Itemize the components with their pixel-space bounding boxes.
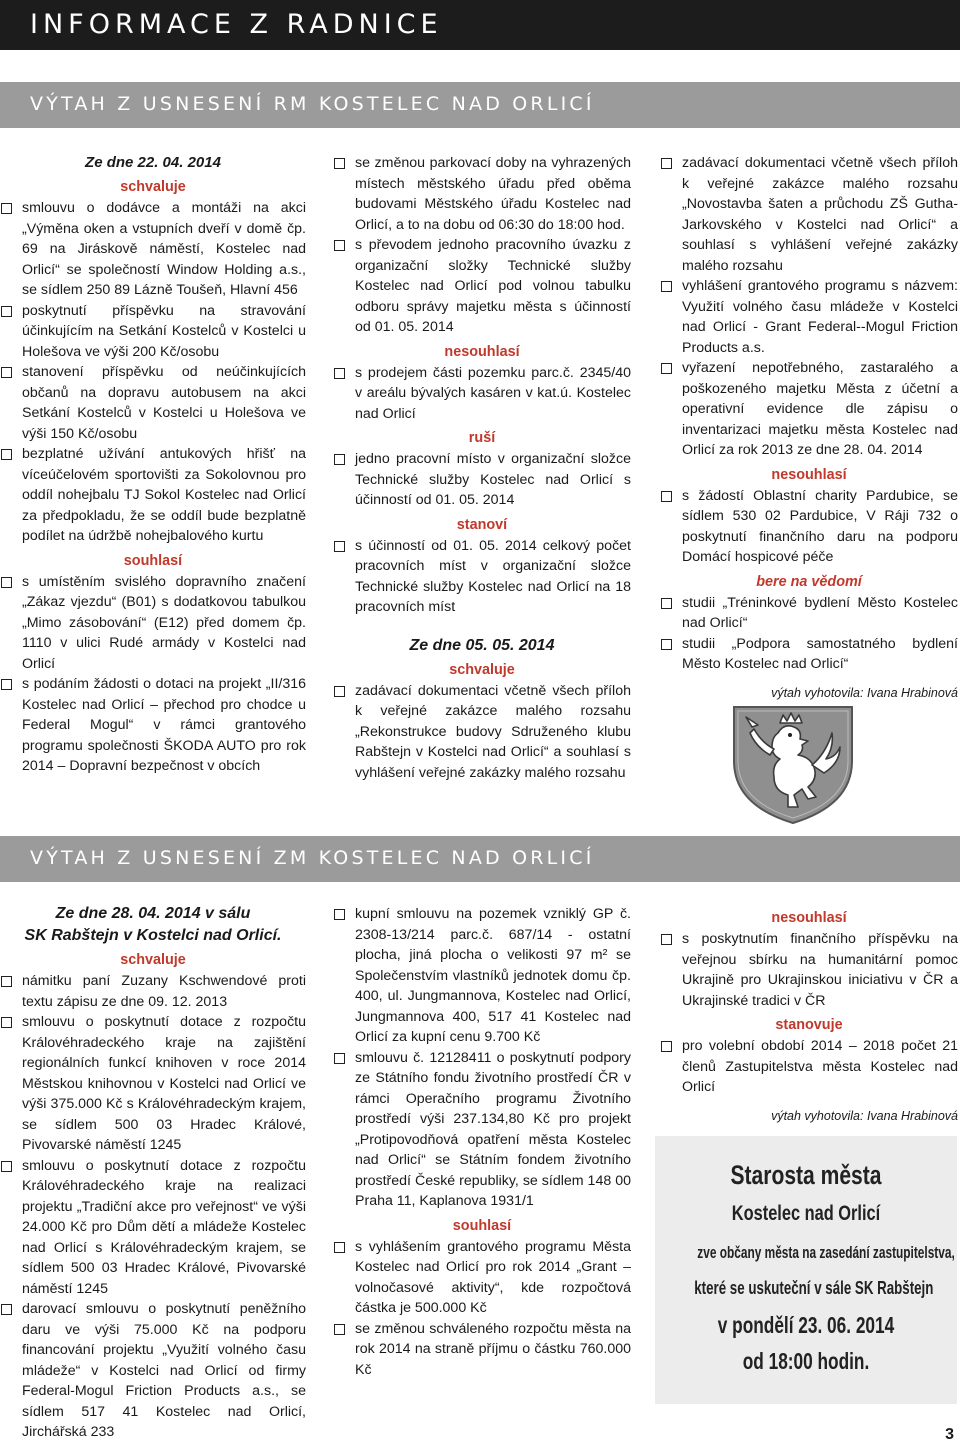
zm-date-line-1: Ze dne 28. 04. 2014 v sálu (55, 905, 251, 922)
checkbox-bullet-icon (334, 909, 345, 920)
checkbox-bullet-icon (1, 203, 12, 214)
list-item (0, 362, 306, 444)
list-item-text: pro volební období 2014 – 2018 počet 21 členů Zastupitelstva města Kostelec nad Orlicí (682, 1038, 958, 1095)
list-item (333, 904, 631, 1048)
rm-col-2 (333, 153, 631, 783)
rm-list-schvaluje (0, 198, 306, 547)
rm-heading-rusi: ruší (468, 430, 496, 446)
list-item (333, 235, 631, 338)
notice-line-3: zve občany města na zasedání zastupitelstva, (697, 1244, 955, 1262)
checkbox-bullet-icon (334, 541, 345, 552)
zm-col-2 (333, 904, 631, 1380)
list-item-text: zadávací dokumentaci včetně všech příloh k veřejné zakázce malého rozsahu „Novostavba šaten a průchodu ZŠ Gutha-Jarkovského v Kostelci nad Orlicí“ a souhlasí s vyhlášení veřejné zakázky malého rozsahu (682, 155, 958, 274)
rm-heading-schvaluje: schvaluje (120, 179, 186, 195)
checkbox-bullet-icon (661, 491, 672, 502)
rm-list-stanovi (333, 536, 631, 618)
list-item (0, 1299, 306, 1443)
list-item-text: vyhlášení grantového programu s názvem: Využití volného času mládeže v Kostelci nad Orlicí - Grant Federal--Mogul Friction Products a.s. (682, 278, 958, 356)
notice-line-1: Starosta města (730, 1160, 882, 1190)
checkbox-bullet-icon (661, 363, 672, 374)
list-item (0, 1012, 306, 1156)
checkbox-bullet-icon (334, 686, 345, 697)
zm-heading-schvaluje: schvaluje (120, 952, 186, 968)
zm-list-nesouhlasi (660, 929, 958, 1011)
list-item (0, 301, 306, 363)
checkbox-bullet-icon (334, 158, 345, 169)
checkbox-bullet-icon (334, 1053, 345, 1064)
rm-heading-nesouhlasi-2: nesouhlasí (771, 466, 847, 483)
list-item-text: stanovení příspěvku od neúčinkujících občanů na dopravu autobusem na akci Setkání Kostelců v Kostelci u Holešova ve výši 150 Kč/osobu (22, 364, 306, 442)
rm-list-souhlasi (0, 572, 306, 777)
rm-heading-nesouhlasi: nesouhlasí (444, 343, 520, 360)
checkbox-bullet-icon (661, 1041, 672, 1052)
rm-list-schvaluje-2-cont (660, 153, 958, 461)
rm-heading-schvaluje-2: schvaluje (449, 661, 515, 678)
list-item (333, 449, 631, 511)
zm-heading-nesouhlasi: nesouhlasí (771, 910, 847, 926)
checkbox-bullet-icon (1, 976, 12, 987)
zm-list-schvaluje (0, 971, 306, 1443)
zm-col-3 (660, 904, 958, 1126)
checkbox-bullet-icon (1, 306, 12, 317)
list-item (333, 1319, 631, 1381)
zm-list-schvaluje-cont (333, 904, 631, 1212)
list-item-text: kupní smlouvu na pozemek vzniklý GP č. 2308-13/214 parc.č. 687/14 - ostatní plocha, jiná plocha o velikosti 97 m² se Společenstvím vlastníků jednotek domu čp. 400, ul. Jungmannova, Kostelec nad Orlicí, Jungmannova 400, 517 41 Kostelec nad Orlicí za kupní cenu 9.700 Kč (355, 906, 631, 1045)
checkbox-bullet-icon (661, 598, 672, 609)
list-item-text: s účinností od 01. 05. 2014 celkový počet pracovních míst v organizační složce Technické služby Kostelec nad Orlicí na 18 pracovních míst (355, 537, 631, 615)
list-item (333, 681, 631, 784)
list-item (660, 276, 958, 358)
zm-section-title: VÝTAH Z USNESENÍ ZM KOSTELEC NAD ORLICÍ (30, 847, 595, 869)
zm-heading-souhlasi: souhlasí (452, 1217, 512, 1234)
list-item-text: s převodem jednoho pracovního úvazku z organizační složky Technické služby Kostelec nad Orlicí pod volnou tabulku odboru správy majetku města s účinností od 01. 05. 2014 (355, 237, 631, 335)
rm-section-title: VÝTAH Z USNESENÍ RM KOSTELEC NAD ORLICÍ (30, 93, 595, 115)
list-item (660, 358, 958, 461)
list-item-text: s prodejem části pozemku parc.č. 2345/40 v areálu bývalých kasáren v kat.ú. Kostelec nad Orlicí (355, 364, 631, 422)
top-banner (0, 0, 960, 50)
checkbox-bullet-icon (1, 1304, 12, 1315)
rm-list-schvaluje-2 (333, 681, 631, 784)
notice-line-5: v pondělí 23. 06. 2014 (717, 1312, 895, 1338)
checkbox-bullet-icon (661, 281, 672, 292)
rm-list-nesouhlasi (333, 363, 631, 425)
list-item-text: vyřazení nepotřebného, zastaralého a poškozeného majetku Města z účetní a operativní evidence dle zápisu o inventarizaci majetku města Kostelec nad Orlicí za rok 2013 ze dne 28. 04. 2014 (682, 360, 958, 458)
checkbox-bullet-icon (1, 1017, 12, 1028)
checkbox-bullet-icon (1, 679, 12, 690)
checkbox-bullet-icon (1, 367, 12, 378)
list-item (333, 1237, 631, 1319)
checkbox-bullet-icon (661, 934, 672, 945)
list-item-text: zadávací dokumentaci včetně všech příloh k veřejné zakázce malého rozsahu „Rekonstrukce budovy Sdruženého klubu Rabštejn v Kostelci nad Orlicí“ a souhlasí s vyhlášení veřejné zakázky malého rozsahu (355, 682, 631, 781)
checkbox-bullet-icon (661, 158, 672, 169)
zm-col-1 (0, 904, 306, 1443)
checkbox-bullet-icon (334, 454, 345, 465)
rm-date-2: Ze dne 05. 05. 2014 (409, 636, 555, 654)
list-item-text: s vyhlášením grantového programu Města Kostelec nad Orlicí pro rok 2014 „Grant – volnočasové aktivity“, kde rozpočtová částka je 500.000 Kč (355, 1238, 631, 1316)
list-item (0, 1156, 306, 1300)
rm-heading-souhlasi: souhlasí (123, 552, 183, 569)
checkbox-bullet-icon (1, 1161, 12, 1172)
notice-line-6: od 18:00 hodin. (742, 1348, 870, 1374)
checkbox-bullet-icon (334, 1324, 345, 1335)
list-item-text: námitku paní Zuzany Kschwendové proti textu zápisu ze dne 09. 12. 2013 (22, 973, 306, 1010)
list-item (0, 572, 306, 675)
checkbox-bullet-icon (334, 1242, 345, 1253)
notice-line-4: které se uskuteční v sále SK Rabštejn (694, 1278, 934, 1298)
rm-list-rusi (333, 449, 631, 511)
checkbox-bullet-icon (1, 449, 12, 460)
page-title: INFORMACE Z RADNICE (30, 9, 443, 40)
list-item-text: smlouvu č. 12128411 o poskytnutí podpory ze Státního fondu životního prostředí ČR v rámci Operačního programu Životního prostředí výši 237.134,80 Kč pro projekt „Protipovodňová opatření města Kostelec nad Orlicí“ se Státním fondem životního prostředí České republiky, se sídlem 148 00 Praha 11, Kaplanova 1931/1 (355, 1049, 631, 1209)
list-item-text: se změnou schváleného rozpočtu města na rok 2014 na straně příjmu o částku 760.000 Kč (355, 1320, 631, 1378)
list-item-text: darovací smlouvu o poskytnutí peněžního daru ve výši 75.000 Kč na podporu financování projektu „Využití volného času mládeže“ v Kostelci nad Orlicí od firmy Federal-Mogul Friction Products a.s., se sídlem 517 41 Kostelec nad Orlicí, Jirchářská 233 (22, 1301, 306, 1440)
rm-list-souhlasi-cont (333, 153, 631, 338)
list-item (333, 363, 631, 425)
rm-list-bere-na-vedomi (660, 593, 958, 675)
zm-list-stanovuje (660, 1036, 958, 1098)
zm-author: výtah vyhotovila: Ivana Hrabinová (771, 1108, 958, 1123)
page-number: 3 (945, 1426, 954, 1443)
rm-col-1 (0, 153, 306, 777)
checkbox-bullet-icon (1, 577, 12, 588)
rm-col-3 (660, 153, 958, 703)
list-item (660, 486, 958, 568)
rm-heading-stanovi: stanoví (456, 516, 508, 533)
list-item (0, 674, 306, 777)
checkbox-bullet-icon (334, 368, 345, 379)
list-item (333, 1048, 631, 1212)
list-item-text: bezplatné užívání antukových hřišť na víceúčelovém sportovišti za Sokolovnou pro oddíl nohejbalu TJ Sokol Kostelec nad Orlicí za předpokladu, že se oddíl bude bezplatně podílet na údržbě nohejbalového kurtu (22, 446, 306, 544)
list-item-text: s podáním žádosti o dotaci na projekt „II/316 Kostelec nad Orlicí – přechod pro chodce u Federal Mogul“ v rámci grantového programu společnosti ŠKODA AUTO pro rok 2014 – Dopravní bezpečnost v obcích (22, 676, 306, 774)
list-item (0, 444, 306, 547)
list-item (333, 536, 631, 618)
list-item (333, 153, 631, 235)
list-item (0, 971, 306, 1012)
zm-heading-stanovuje: stanovuje (775, 1017, 843, 1033)
list-item (660, 153, 958, 276)
zm-section-bar (0, 836, 960, 882)
list-item (660, 1036, 958, 1098)
list-item-text: studii „Tréninkové bydlení Město Kostelec nad Orlicí“ (682, 594, 958, 631)
notice-line-2: Kostelec nad Orlicí (731, 1202, 881, 1225)
list-item-text: smlouvu o poskytnutí dotace z rozpočtu Královéhradeckého kraje na realizaci projektu „Tradiční akce pro veřejnost“ ve výši 24.000 Kč pro Dům dětí a mládeže Kostelec nad Orlicí s Královéhradeckým krajem, se sídlem 500 03 Hradec Králové, Pivovarské náměstí 1245 (22, 1157, 306, 1297)
zm-date-line-2: SK Rabštejn v Kostelci nad Orlicí. (24, 927, 282, 944)
list-item-text: poskytnutí příspěvku na stravování účinkujícím na Setkání Kostelců v Kostelci u Holešova ve výši 200 Kč/osobu (22, 302, 306, 360)
rm-list-nesouhlasi-2 (660, 486, 958, 568)
zm-list-souhlasi (333, 1237, 631, 1381)
checkbox-bullet-icon (661, 639, 672, 650)
list-item-text: jedno pracovní místo v organizační složce Technické služby Kostelec nad Orlicí s účinností od 01. 05. 2014 (355, 451, 631, 508)
list-item-text: s umístěním svislého dopravního značení „Zákaz vjezdu“ (B01) s dodatkovou tabulkou „Mimo zásobování“ (E12) před domem čp. 1110 v ulici Rudé armády v Kostelci nad Orlicí (22, 573, 306, 672)
meeting-notice (655, 1136, 957, 1404)
list-item (660, 593, 958, 634)
list-item-text: smlouvu o dodávce a montáži na akci „Výměna oken a vstupních dveří v domě čp. 69 na Jiráskově náměstí, Kostelec nad Orlicí“ se společností Window Holding a.s., se sídlem 250 89 Lázně Toušeň, Hlavní 456 (22, 200, 306, 298)
rm-author: výtah vyhotovila: Ivana Hrabinová (771, 685, 958, 700)
rm-date-1: Ze dne 22. 04. 2014 (85, 154, 221, 171)
rm-heading-bere-na-vedomi: bere na vědomí (756, 573, 862, 590)
list-item-text: studii „Podpora samostatného bydlení Město Kostelec nad Orlicí“ (682, 635, 958, 672)
list-item (0, 198, 306, 301)
checkbox-bullet-icon (334, 240, 345, 251)
rm-section-bar (0, 82, 960, 128)
town-crest-icon (728, 703, 858, 825)
list-item-text: se změnou parkovací doby na vyhrazených místech městského úřadu před oběma budovami Městského úřadu Kostelec nad Orlicí, a to na dobu od 06:30 do 18:00 hod. (355, 155, 631, 233)
list-item (660, 634, 958, 675)
list-item-text: s poskytnutím finančního příspěvku na veřejnou sbírku na humanitární pomoc Ukrajině pro Ukrajinskou iniciativu v ČR a Ukrajinské tradici v ČR (682, 931, 958, 1009)
list-item (660, 929, 958, 1011)
list-item-text: smlouvu o poskytnutí dotace z rozpočtu Královéhradeckého kraje na zajištění regionálních funkcí knihoven v roce 2014 Městskou knihovnou v Kostelci nad Orlicí ve výši 375.000 Kč s Královéhradeckým krajem, se sídlem 500 03 Hradec Králové, Pivovarské náměstí 1245 (22, 1014, 306, 1153)
list-item-text: s žádostí Oblastní charity Pardubice, se sídlem 530 02 Pardubice, V Ráji 732 o poskytnutí finančního daru na podporu Domácí hospicové péče (682, 487, 958, 565)
